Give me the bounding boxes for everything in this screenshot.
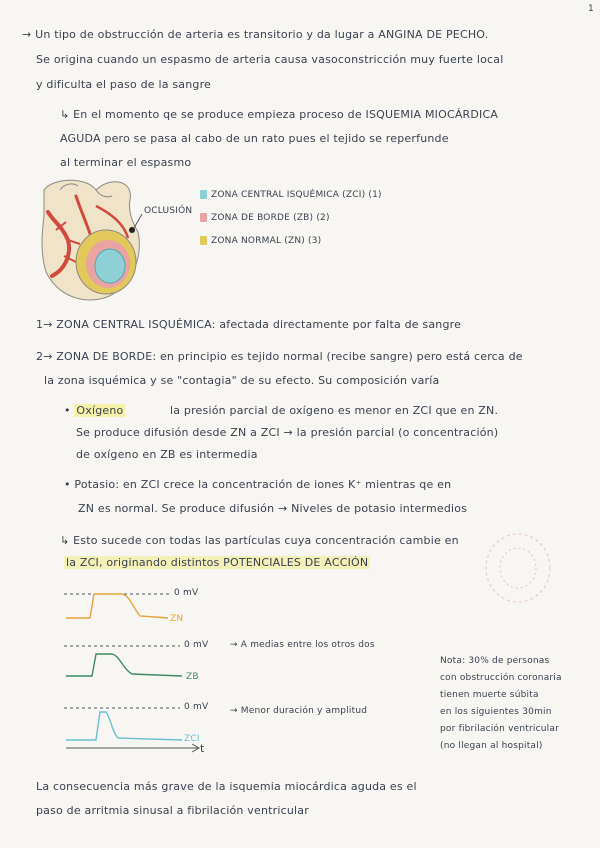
isquemia-line: al terminar el espasmo (60, 156, 192, 169)
page-number: 1 (588, 4, 594, 14)
oclusion-label: OCLUSIÓN (144, 206, 193, 216)
zero-mv-label: 0 mV (174, 588, 199, 598)
potasio-line: • Potasio: en ZCI crece la concentración de iones K⁺ mientras qe en (64, 478, 452, 491)
sucede-line: ↳ Esto sucede con todas las partículas cuya concentración cambie en (60, 534, 459, 547)
oxigeno-line: la presión parcial de oxígeno es menor en ZCI que en ZN. (170, 404, 499, 417)
sucede-highlight: la ZCI, originando distintos POTENCIALES DE ACCIÓN (66, 556, 369, 569)
item-2-line: la zona isquémica y se "contagia" de su efecto. Su composición varía (44, 374, 440, 387)
zero-mv-label: 0 mV (184, 640, 209, 650)
nota-line: tienen muerte súbita (440, 690, 539, 700)
nota-line: por fibrilación ventricular (440, 724, 559, 734)
oxigeno-line: de oxígeno en ZB es intermedia (76, 448, 258, 461)
conclusion-line: paso de arritmia sinusal a fibrilación ventricular (36, 804, 309, 817)
legend-item-zci: ZONA CENTRAL ISQUÉMICA (ZCI) (1) (200, 190, 382, 201)
zci-note: → Menor duración y amplitud (230, 706, 368, 716)
item-1: 1→ ZONA CENTRAL ISQUÉMICA: afectada directamente por falta de sangre (36, 318, 462, 331)
legend-item-zb: ZONA DE BORDE (ZB) (2) (200, 213, 330, 224)
nota-line: (no llegan al hospital) (440, 741, 543, 751)
graph-zci (64, 708, 182, 740)
conclusion-line: La consecuencia más grave de la isquemia miocárdica aguda es el (36, 780, 417, 793)
isquemia-line: ↳ En el momento qe se produce empieza proceso de ISQUEMIA MIOCÁRDICA (60, 108, 499, 121)
legend-item-zn: ZONA NORMAL (ZN) (3) (200, 236, 321, 247)
nota-line: Nota: 30% de personas (440, 656, 550, 666)
nota-line: en los siguientes 30min (440, 707, 552, 717)
zero-mv-label: 0 mV (184, 702, 209, 712)
oxigeno-label: Oxígeno (76, 404, 124, 417)
graph-zb (64, 646, 182, 676)
zn-label: ZN (170, 614, 184, 624)
potasio-line: ZN es normal. Se produce difusión → Niveles de potasio intermedios (78, 502, 468, 515)
oxigeno-bullet: • Oxígeno (64, 404, 124, 417)
intro-line: → Un tipo de obstrucción de arteria es transitorio y da lugar a ANGINA DE PECHO. (22, 28, 489, 41)
oxigeno-line: Se produce difusión desde ZN a ZCI → la presión parcial (o concentración) (76, 426, 499, 439)
item-2-line: 2→ ZONA DE BORDE: en principio es tejido normal (recibe sangre) pero está cerca de (36, 350, 523, 363)
isquemia-line: AGUDA pero se pasa al cabo de un rato pues el tejido se reperfunde (60, 132, 449, 145)
graph-zn (64, 594, 170, 618)
zci-label: ZCI (184, 734, 200, 744)
intro-line: Se origina cuando un espasmo de arteria causa vasoconstricción muy fuerte local (36, 53, 504, 66)
zb-label: ZB (186, 672, 199, 682)
nota-line: con obstrucción coronaria (440, 673, 562, 683)
intro-line: y dificulta el paso de la sangre (36, 78, 212, 91)
t-axis-label: t (200, 742, 205, 755)
zb-note: → A medias entre los otros dos (230, 640, 375, 650)
